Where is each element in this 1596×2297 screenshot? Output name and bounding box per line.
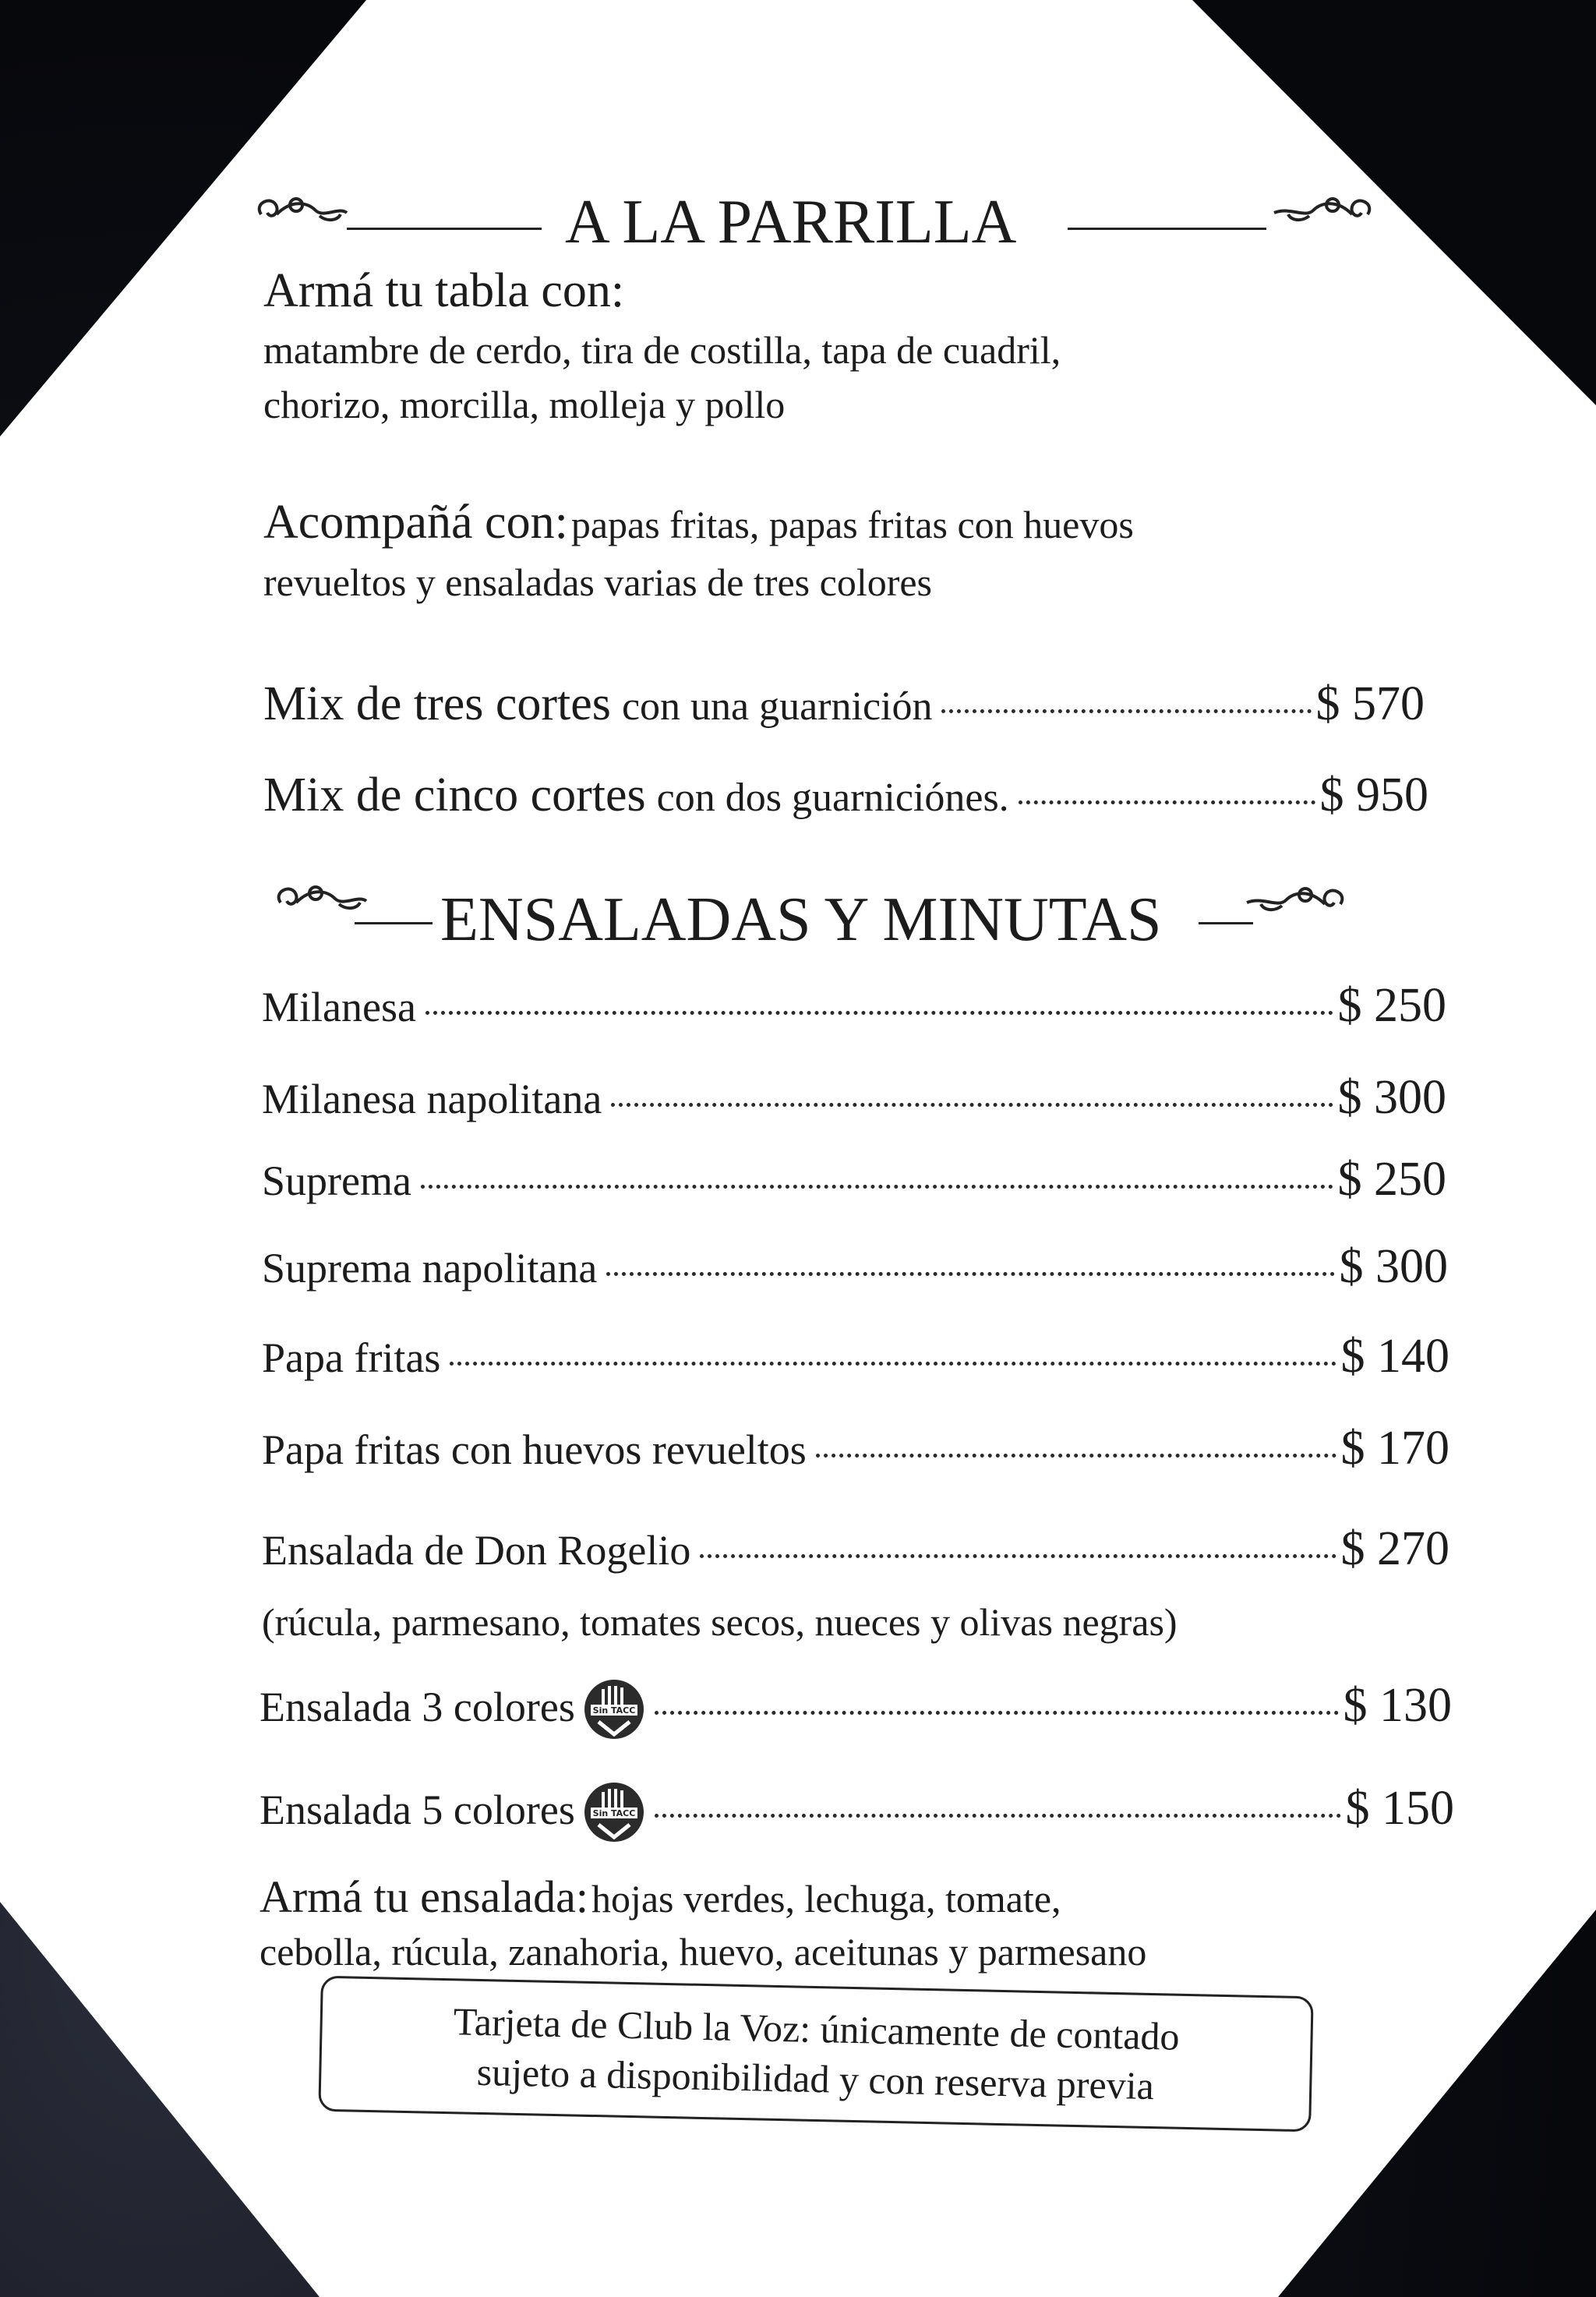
custom-salad-label: Armá tu ensalada:	[260, 1871, 588, 1922]
side-dishes-list-line1: papas fritas, papas fritas con huevos	[570, 503, 1134, 546]
side-dishes-line1	[263, 495, 1134, 550]
menu-item	[262, 1152, 1446, 1207]
club-card-notice	[318, 1976, 1313, 2133]
right-scroll-ornament-icon	[1239, 881, 1348, 928]
item-price: $ 250	[1337, 1153, 1446, 1206]
menu-item	[262, 1070, 1446, 1126]
menu-item	[262, 1329, 1449, 1384]
gluten-free-badge-icon	[583, 1781, 645, 1843]
dot-leader	[450, 1362, 1336, 1366]
gluten-free-badge-text: Sin TACC	[592, 1705, 636, 1716]
dot-leader	[816, 1454, 1336, 1458]
rogelio-ingredients: (rúcula, parmesano, tomates secos, nueces y olivas negras)	[262, 1600, 1178, 1644]
dot-leader	[1019, 800, 1315, 804]
item-price: $ 300	[1339, 1240, 1448, 1293]
build-board-list-line2: chorizo, morcilla, molleja y pollo	[263, 383, 786, 426]
item-name: Papa fritas con huevos revueltos	[262, 1426, 807, 1473]
item-price: $ 270	[1340, 1522, 1449, 1575]
item-name: Ensalada 5 colores	[260, 1786, 575, 1833]
dot-leader	[655, 1814, 1341, 1818]
dot-leader	[941, 709, 1311, 713]
notice-line1: Tarjeta de Club la Voz: únicamente de contado	[453, 1999, 1181, 2058]
item-name: Milanesa	[262, 984, 416, 1030]
custom-salad-list-line1: hojas verdes, lechuga, tomate,	[591, 1877, 1061, 1921]
item-name: Suprema	[262, 1157, 411, 1204]
build-board-label: Armá tu tabla con:	[263, 264, 625, 317]
section-title-ensaladas: ENSALADAS Y MINUTAS	[440, 885, 1162, 954]
custom-salad-line1	[260, 1871, 1061, 1923]
item-price: $ 150	[1345, 1782, 1454, 1835]
heading-rule-right	[1068, 228, 1266, 230]
left-scroll-ornament-icon	[253, 191, 355, 238]
dot-leader	[606, 1272, 1334, 1276]
custom-salad-list-line2: cebolla, rúcula, zanahoria, huevo, aceitunas y parmesano	[260, 1930, 1147, 1974]
build-board-list-line1: matambre de cerdo, tira de costilla, tapa de cuadril,	[263, 328, 1061, 372]
item-name: Mix de tres cortes	[263, 677, 611, 730]
right-scroll-ornament-icon	[1266, 191, 1375, 238]
dot-leader	[611, 1103, 1333, 1107]
item-name: Mix de cinco cortes	[263, 769, 646, 822]
item-name: Ensalada de Don Rogelio	[262, 1527, 691, 1574]
item-price: $ 130	[1343, 1679, 1452, 1732]
dot-leader	[700, 1554, 1336, 1558]
dot-leader	[421, 1185, 1333, 1189]
item-price: $ 250	[1337, 979, 1446, 1032]
side-dishes-list-line2: revueltos y ensaladas varias de tres colores	[263, 560, 933, 604]
left-scroll-ornament-icon	[273, 879, 374, 926]
item-price: $ 300	[1337, 1071, 1446, 1124]
side-dishes-label: Acompañá con:	[263, 496, 568, 549]
item-price: $ 950	[1319, 769, 1428, 822]
item-detail: con una guarnición	[621, 684, 933, 729]
gluten-free-badge-icon	[583, 1678, 645, 1740]
gluten-free-badge-text: Sin TACC	[592, 1808, 636, 1818]
heading-rule-left	[347, 228, 542, 230]
menu-item	[262, 1239, 1448, 1295]
menu-item	[263, 768, 1428, 823]
heading-rule-left	[355, 922, 433, 924]
item-name: Milanesa napolitana	[262, 1076, 602, 1122]
menu-item	[262, 1421, 1449, 1476]
menu-item	[263, 677, 1425, 732]
menu-item	[262, 1521, 1449, 1577]
menu-item	[262, 978, 1446, 1034]
dot-leader	[425, 1011, 1333, 1015]
item-detail: con dos guarniciónes.	[656, 776, 1009, 820]
menu-item	[260, 1781, 1454, 1843]
dot-leader	[655, 1711, 1339, 1715]
item-name: Ensalada 3 colores	[260, 1684, 575, 1730]
item-name: Papa fritas	[262, 1334, 441, 1381]
item-price: $ 140	[1340, 1330, 1449, 1383]
item-price: $ 170	[1340, 1422, 1449, 1475]
item-price: $ 570	[1315, 677, 1425, 730]
menu-item	[260, 1678, 1452, 1740]
notice-line2: sujeto a disponibilidad y con reserva previa	[476, 2049, 1155, 2108]
section-title-parrilla: A LA PARRILLA	[565, 188, 1017, 256]
item-name: Suprema napolitana	[262, 1245, 598, 1292]
